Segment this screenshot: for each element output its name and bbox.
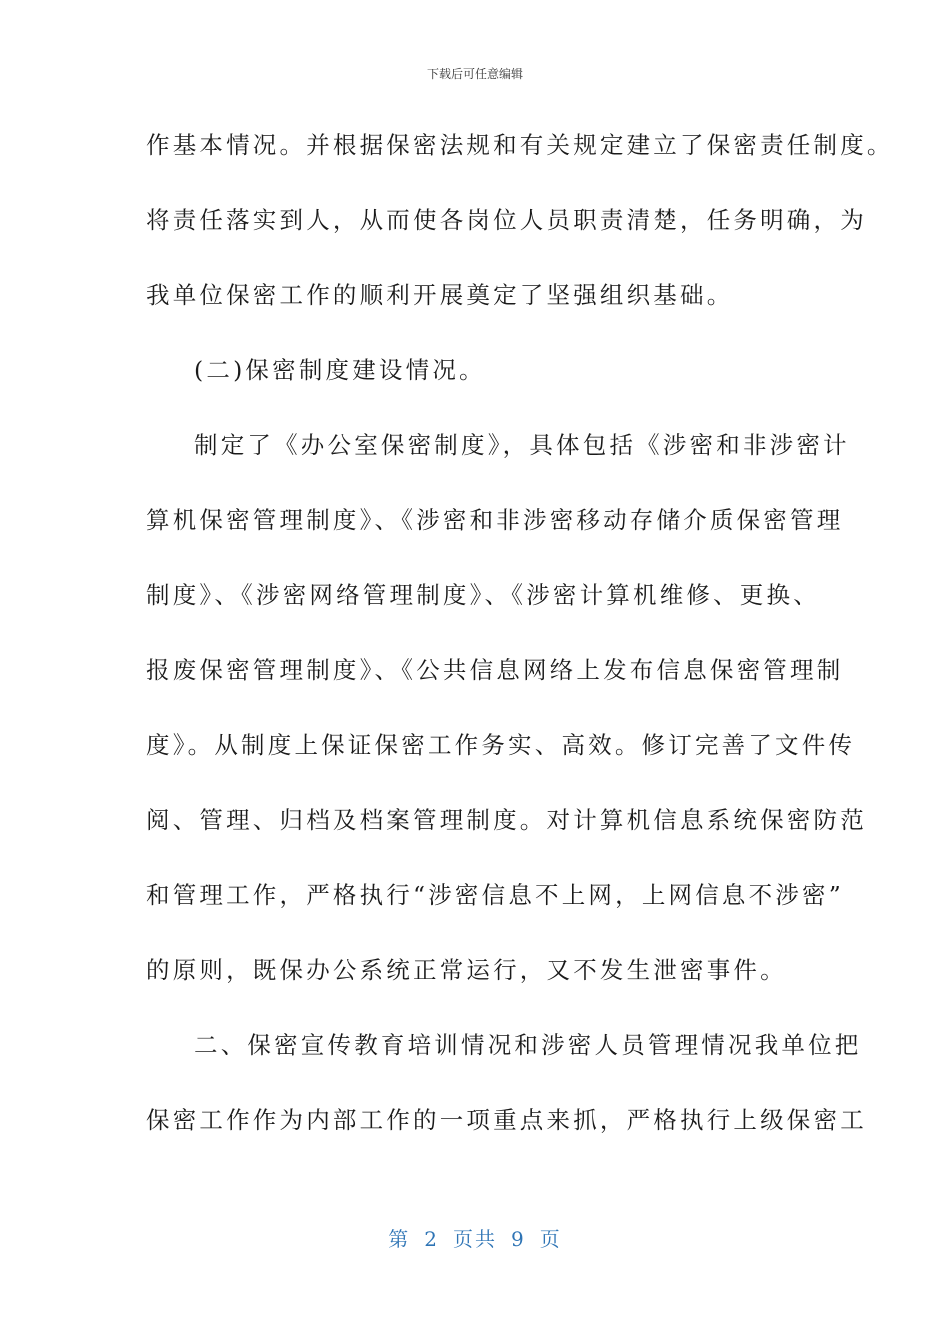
- page-header: 下载后可任意编辑: [426, 67, 523, 81]
- text-line-9: 度》。从制度上保证保密工作务实、高效。修订完善了文件传: [146, 731, 856, 759]
- text-line-12: 的原则，既保办公系统正常运行，又不发生泄密事件。: [146, 956, 787, 984]
- document-body: [146, 120, 894, 1170]
- text-line-8: 报废保密管理制度》、《公共信息网络上发布信息保密管理制: [146, 656, 844, 684]
- text-line-1: 作基本情况。并根据保密法规和有关规定建立了保密责任制度。: [146, 131, 894, 159]
- text-line-3: 我单位保密工作的顺利开展奠定了坚强组织基础。: [146, 281, 734, 309]
- text-line-6: 算机保密管理制度》、《涉密和非涉密移动存储介质保密管理: [146, 506, 844, 534]
- footer-current-page: 2: [424, 1227, 439, 1251]
- text-line-5: 制定了《办公室保密制度》，具体包括《涉密和非涉密计: [194, 431, 850, 459]
- text-line-14: 保密工作作为内部工作的一项重点来抓，严格执行上级保密工: [146, 1106, 867, 1134]
- text-line-7: 制度》、《涉密网络管理制度》、《涉密计算机维修、更换、: [146, 581, 820, 609]
- text-line-11: 和管理工作，严格执行“涉密信息不上网，上网信息不涉密”: [146, 881, 844, 909]
- section-heading-2: (二)保密制度建设情况。: [194, 356, 486, 384]
- page-footer: [0, 1225, 950, 1253]
- text-line-2: 将责任落实到人，从而使各岗位人员职责清楚，任务明确，为: [146, 206, 867, 234]
- text-line-10: 阅、管理、归档及档案管理制度。对计算机信息系统保密防范: [146, 806, 867, 834]
- section-heading-second: 二、保密宣传教育培训情况和涉密人员管理情况我单位把: [194, 1031, 862, 1059]
- footer-prefix: 第: [388, 1227, 411, 1251]
- footer-suffix: 页: [539, 1227, 562, 1251]
- footer-middle: 页共: [453, 1227, 497, 1251]
- footer-total-pages: 9: [511, 1227, 526, 1251]
